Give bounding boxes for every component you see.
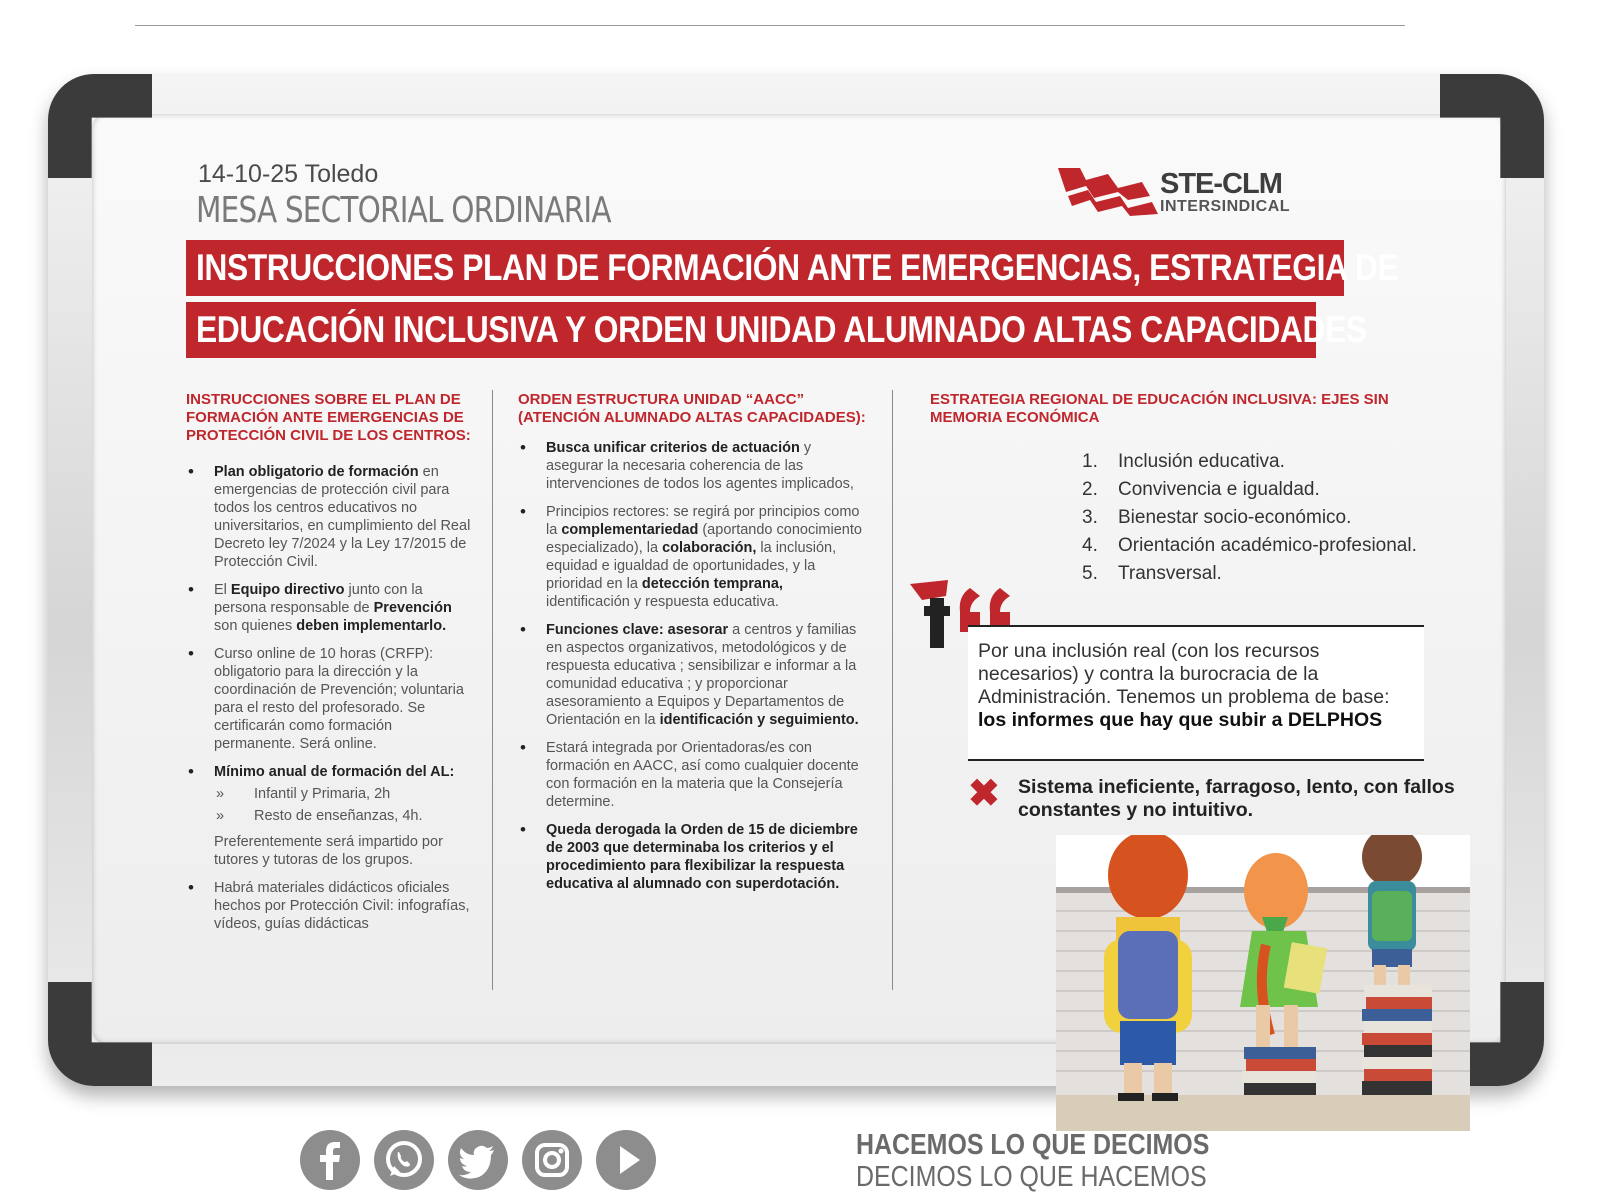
list-item: 3. Bienestar socio-económico. [1082,507,1352,528]
column-heading: INSTRUCCIONES SOBRE EL PLAN DE FORMACIÓN ANTE EMERGENCIAS DE PROTECCIÓN CIVIL DE LOS CENTROS: [186,391,471,444]
column-divider [492,390,493,990]
column-emergencias [186,391,476,943]
list-item: 2. Convivencia e igualdad. [1082,479,1320,500]
column-aacc [518,391,866,903]
title-banner-line2: EDUCACIÓN INCLUSIVA Y ORDEN UNIDAD ALUMNADO ALTAS CAPACIDADES [186,302,1316,358]
column-heading: ORDEN ESTRUCTURA UNIDAD “AACC” (ATENCIÓN ALUMNADO ALTAS CAPACIDADES): [518,391,866,426]
list-item: • Principios rectores: se regirá por principios como la complementariedad (aportando conocimiento especializado), la colaboración, la inclusión, equidad e igualdad de oportunidades, y la prioridad en la detección temprana, identificación y respuesta educativa. [518,503,866,611]
list-item: • Queda derogada la Orden de 15 de diciembre de 2003 que determinaba los criterios y el procedimiento para flexibilizar la respuesta educativa al alumnado con superdotación. [518,821,866,893]
instagram-icon[interactable] [522,1130,582,1190]
youtube-play-icon[interactable] [596,1130,656,1190]
column-divider [892,390,893,990]
ejes-list [1082,448,1417,588]
list-item: 1. Inclusión educativa. [1082,451,1285,472]
column-heading: ESTRATEGIA REGIONAL DE EDUCACIÓN INCLUSIVA: EJES SIN MEMORIA ECONÓMICA [930,391,1389,426]
list-item: • Funciones clave: asesorar a centros y familias en aspectos organizativos, metodológicos y de respuesta educativa ; sensibilizar e informar a la comunidad educativa ; y proporcionar asesoramiento a Equipos y Departamentos de Orientación en la identificación y seguimiento. [518,621,866,729]
list-item: • Busca unificar criterios de actuación y asegurar la necesaria coherencia de las intervenciones de todos los agentes implicados, [518,439,866,493]
motto-line2: DECIMOS LO QUE HACEMOS [856,1161,1207,1193]
list-item: • El Equipo directivo junto con la persona responsable de Prevención son quienes deben implementarlo. [186,581,476,635]
list-item: • Plan obligatorio de formación en emergencias de protección civil para todos los centros educativos no universitarios, en cumplimiento del Real Decreto ley 7/2024 y la Ley 17/2015 de Protección Civil. [186,463,476,571]
logo-subtitle: INTERSINDICAL [1160,198,1291,215]
children-wall-illustration [1056,835,1470,1131]
list-item: 5. Transversal. [1082,563,1222,584]
column-inclusiva [930,391,1390,427]
title-banner-line1: INSTRUCCIONES PLAN DE FORMACIÓN ANTE EMERGENCIAS, ESTRATEGIA DE [186,240,1344,296]
quote-text: Por una inclusión real (con los recursos necesarios) y contra la burocracia de la Administración. Tenemos un problema de base: los informes que hay que subir a DELPHOS [978,640,1390,731]
list-item-note: Preferentemente será impartido por tutores y tutoras de los grupos. [214,834,443,868]
cross-icon: ✖ [968,773,1000,815]
list-item: • Mínimo anual de formación del AL: » Infantil y Primaria, 2h » Resto de enseñanzas, 4h. Preferentemente será impartido por tutores y tutoras de los grupos. [186,763,476,869]
sub-item: » Infantil y Primaria, 2h [214,785,476,803]
list-item: 4. Orientación académico-profesional. [1082,535,1417,556]
list-item: • Estará integrada por Orientadoras/es con formación en AACC, así como cualquier docente con formación en la materia que la Consejería determine. [518,739,866,811]
motto-line1: HACEMOS LO QUE DECIMOS [856,1129,1210,1161]
fail-statement: Sistema ineficiente, farragoso, lento, con fallos constantes y no intuitivo. [1018,776,1455,821]
meeting-title: MESA SECTORIAL ORDINARIA [196,190,611,231]
twitter-icon[interactable] [448,1130,508,1190]
list-item: • Habrá materiales didácticos oficiales hechos por Protección Civil: infografías, vídeos, guías didácticas [186,879,476,933]
whatsapp-icon[interactable] [374,1130,434,1190]
top-divider [135,25,1405,26]
logo-name: STE-CLM [1160,168,1282,200]
date-place: 14-10-25 Toledo [198,160,379,188]
list-item: • Curso online de 10 horas (CRFP): obligatorio para la dirección y la coordinación de Prevención; voluntaria para el resto del profesorado. Se certificarán como formación permanente. Será online. [186,645,476,753]
sub-item: » Resto de enseñanzas, 4h. [214,807,476,825]
facebook-icon[interactable] [300,1130,360,1190]
